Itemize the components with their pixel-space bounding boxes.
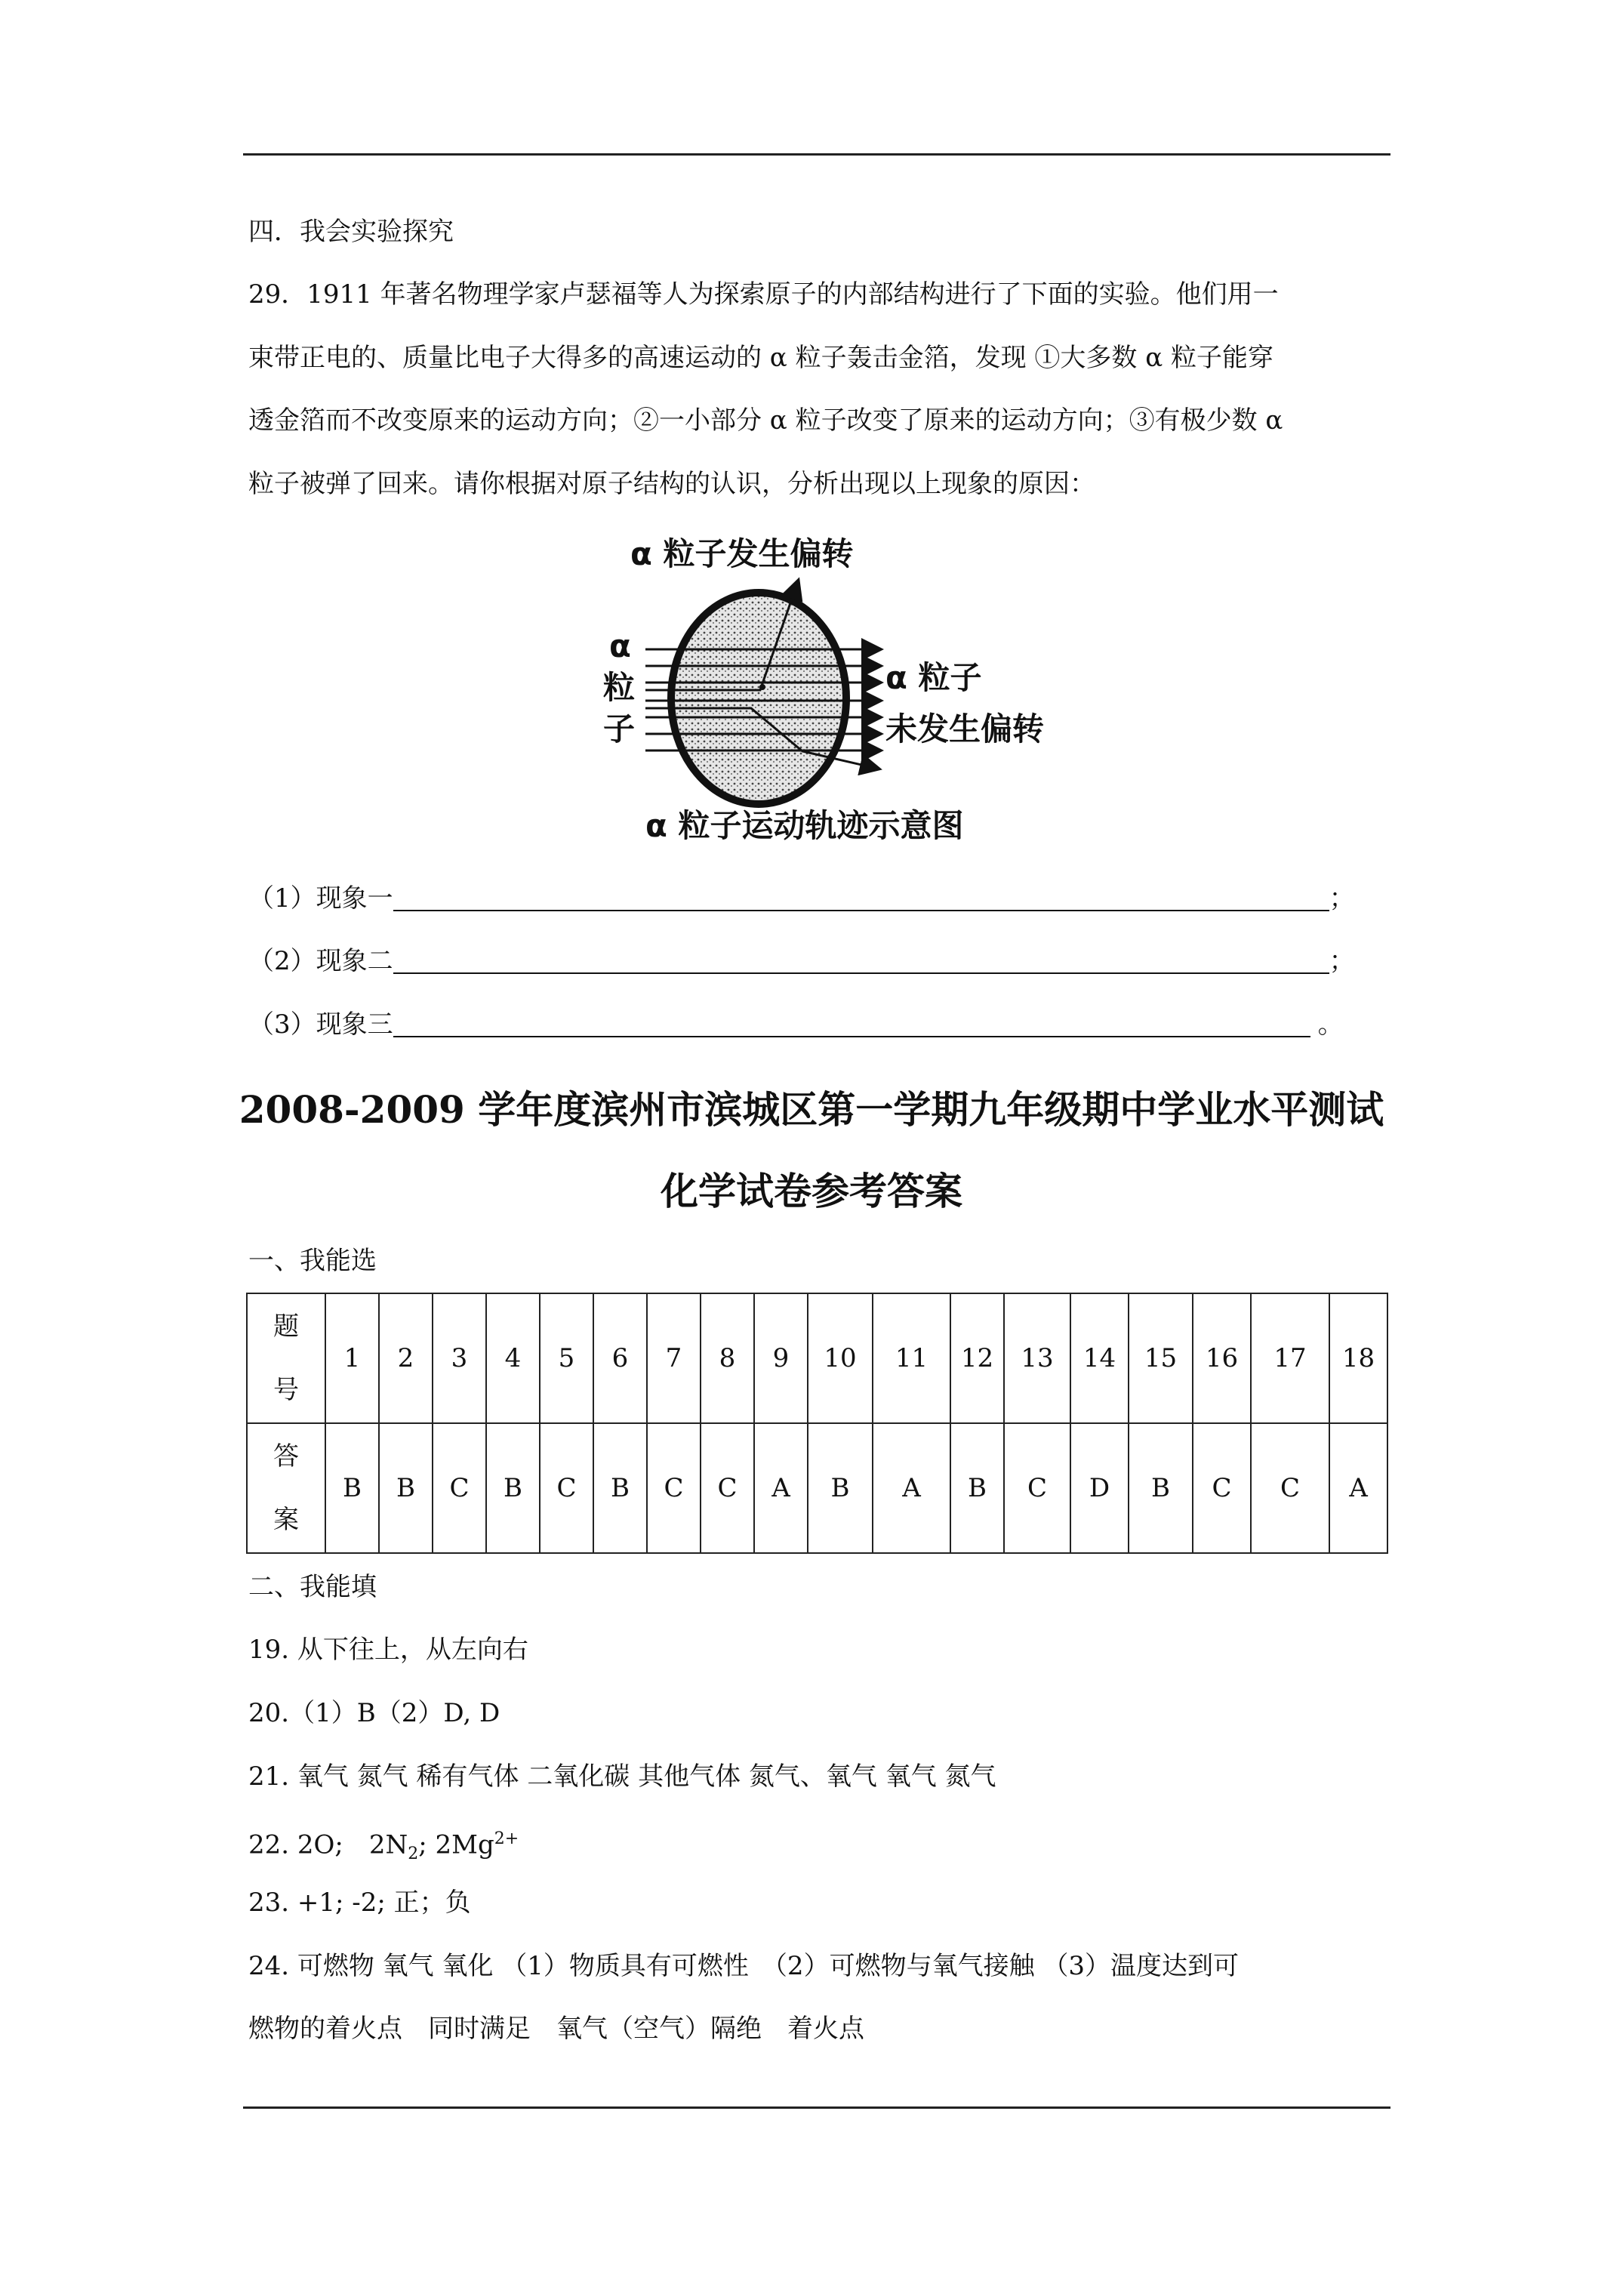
section2-title: 二、我能填 bbox=[248, 1572, 377, 1602]
table-cell: C bbox=[1251, 1423, 1329, 1553]
table-cell: 12 bbox=[950, 1293, 1004, 1423]
table-cell: A bbox=[1329, 1423, 1387, 1553]
table-answer-label: 答 案 bbox=[247, 1423, 325, 1553]
answer-24-line-2: 燃物的着火点 同时满足 氧气（空气）隔绝 着火点 bbox=[248, 2014, 864, 2044]
section4-title: 四．我会实验探究 bbox=[248, 217, 454, 247]
gold-foil-atom bbox=[671, 593, 846, 804]
figure-label-right-2: 未发生偏转 bbox=[885, 710, 1045, 747]
table-cell: 4 bbox=[486, 1293, 540, 1423]
figure-label-top: α 粒子发生偏转 bbox=[630, 535, 854, 572]
figure-label-right-1: α 粒子 bbox=[885, 659, 982, 696]
table-cell: 17 bbox=[1251, 1293, 1329, 1423]
answer-21: 21. 氧气 氮气 稀有气体 二氧化碳 其他气体 氮气、氧气 氧气 氮气 bbox=[248, 1761, 996, 1792]
table-cell: 6 bbox=[593, 1293, 647, 1423]
table-cell: B bbox=[808, 1423, 873, 1553]
table-cell: B bbox=[593, 1423, 647, 1553]
answer-blank-2[interactable] bbox=[393, 947, 1329, 974]
table-cell: B bbox=[486, 1423, 540, 1553]
rutherford-figure bbox=[600, 529, 1046, 846]
table-cell: 18 bbox=[1329, 1293, 1387, 1423]
answer-24-line-1: 24. 可燃物 氧气 氧化 （1）物质具有可燃性 （2）可燃物与氧气接触 （3）温度达到可 bbox=[248, 1951, 1240, 1981]
table-row-numbers bbox=[247, 1293, 1387, 1423]
table-cell: B bbox=[1129, 1423, 1193, 1553]
answer-22: 22. 2O; $2N_2$; $2Mg^{2+}$ bbox=[248, 1829, 519, 1864]
table-cell: A bbox=[754, 1423, 808, 1553]
table-row-answers bbox=[247, 1423, 1387, 1553]
table-cell: 11 bbox=[873, 1293, 950, 1423]
figure-label-left-1: α bbox=[609, 627, 631, 664]
q29-line-1: 29．1911 年著名物理学家卢瑟福等人为探索原子的内部结构进行了下面的实验。他们用一 bbox=[248, 279, 1279, 310]
table-cell: C bbox=[1004, 1423, 1070, 1553]
figure-caption: α 粒子运动轨迹示意图 bbox=[645, 807, 964, 844]
phenomenon-3-label: （3）现象三 bbox=[248, 1009, 393, 1040]
table-header-label: 题 号 bbox=[247, 1293, 325, 1423]
answer-blank-3[interactable] bbox=[393, 1010, 1310, 1037]
table-cell: B bbox=[325, 1423, 379, 1553]
table-cell: 15 bbox=[1129, 1293, 1193, 1423]
answer-19: 19. 从下往上，从左向右 bbox=[248, 1635, 528, 1665]
phenomenon-1: （1）现象一 ； bbox=[248, 883, 1355, 914]
q29-line-2: 束带正电的、质量比电子大得多的高速运动的 α 粒子轰击金箔，发现 ①大多数 α 粒子能穿 bbox=[248, 343, 1273, 373]
table-cell: C bbox=[701, 1423, 754, 1553]
q29-line-3: 透金箔而不改变原来的运动方向；②一小部分 α 粒子改变了原来的运动方向；③有极少数 α bbox=[248, 405, 1283, 436]
answer-title-line-2: 化学试卷参考答案 bbox=[661, 1169, 962, 1213]
table-cell: 2 bbox=[379, 1293, 433, 1423]
table-cell: 8 bbox=[701, 1293, 754, 1423]
phenomenon-2-label: （2）现象二 bbox=[248, 946, 393, 976]
table-cell: D bbox=[1070, 1423, 1129, 1553]
answer-blank-1[interactable] bbox=[393, 884, 1329, 911]
table-cell: 7 bbox=[647, 1293, 701, 1423]
phenomenon-1-label: （1）现象一 bbox=[248, 883, 393, 914]
table-cell: C bbox=[540, 1423, 593, 1553]
bottom-rule bbox=[243, 2106, 1390, 2109]
answer-20: 20.（1）B（2）D, D bbox=[248, 1698, 500, 1728]
table-cell: C bbox=[647, 1423, 701, 1553]
table-cell: 16 bbox=[1193, 1293, 1251, 1423]
q29-line-4: 粒子被弹了回来。请你根据对原子结构的认识，分析出现以上现象的原因： bbox=[248, 469, 1095, 499]
figure-label-left-3: 子 bbox=[603, 710, 636, 747]
phenomenon-2: （2）现象二 ； bbox=[248, 946, 1355, 976]
table-cell: 13 bbox=[1004, 1293, 1070, 1423]
top-rule bbox=[243, 153, 1390, 156]
section1-title: 一、我能选 bbox=[248, 1246, 377, 1276]
table-cell: 1 bbox=[325, 1293, 379, 1423]
answer-23: 23. +1; -2; 正；负 bbox=[248, 1888, 471, 1918]
table-cell: B bbox=[950, 1423, 1004, 1553]
figure-label-left-2: 粒 bbox=[603, 669, 636, 706]
table-cell: 10 bbox=[808, 1293, 873, 1423]
table-cell: 9 bbox=[754, 1293, 808, 1423]
answer-table bbox=[246, 1293, 1388, 1554]
table-cell: C bbox=[433, 1423, 486, 1553]
phenomenon-3: （3）现象三 。 bbox=[248, 1009, 1344, 1040]
table-cell: B bbox=[379, 1423, 433, 1553]
table-cell: 3 bbox=[433, 1293, 486, 1423]
answer-title-line-1: 2008-2009 学年度滨州市滨城区第一学期九年级期中学业水平测试 bbox=[239, 1087, 1384, 1132]
table-cell: C bbox=[1193, 1423, 1251, 1553]
table-cell: 5 bbox=[540, 1293, 593, 1423]
table-cell: A bbox=[873, 1423, 950, 1553]
table-cell: 14 bbox=[1070, 1293, 1129, 1423]
